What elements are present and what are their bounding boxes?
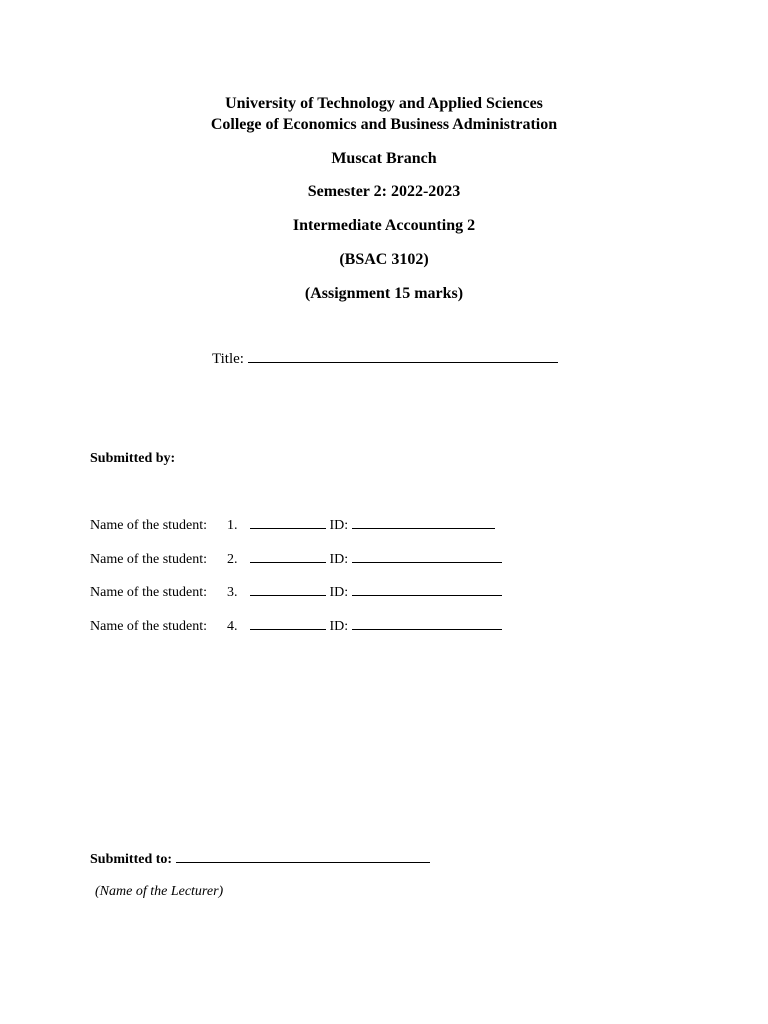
course-code: (BSAC 3102) — [339, 251, 429, 268]
branch-name: Muscat Branch — [331, 150, 437, 167]
submitted-by-heading: Submitted by: — [90, 451, 176, 466]
semester-label: Semester 2: 2022-2023 — [307, 183, 461, 200]
student-name-label: Name of the student: — [90, 619, 208, 634]
submitted-to-label: Submitted to: — [90, 852, 173, 867]
student-id-blank[interactable] — [352, 548, 502, 563]
title-blank[interactable] — [248, 348, 558, 363]
student-name-blank[interactable] — [250, 548, 326, 563]
student-id-blank[interactable] — [352, 615, 502, 630]
student-row — [90, 514, 495, 536]
student-number: 2. — [227, 552, 238, 567]
student-name-label: Name of the student: — [90, 518, 208, 533]
university-name: University of Technology and Applied Sciences — [225, 95, 543, 112]
student-name-label: Name of the student: — [90, 585, 208, 600]
college-name: College of Economics and Business Administration — [210, 116, 558, 133]
student-id-label: ID: — [329, 552, 349, 567]
student-name-blank[interactable] — [250, 514, 326, 529]
assignment-marks: (Assignment 15 marks) — [304, 285, 464, 302]
student-name-blank[interactable] — [250, 581, 326, 596]
student-id-blank[interactable] — [352, 581, 502, 596]
student-number: 3. — [227, 585, 238, 600]
student-number: 4. — [227, 619, 238, 634]
student-id-label: ID: — [329, 585, 349, 600]
submitted-to-field — [90, 848, 430, 870]
student-row — [90, 548, 502, 570]
student-id-label: ID: — [329, 619, 349, 634]
title-label: Title: — [212, 351, 244, 367]
student-name-blank[interactable] — [250, 615, 326, 630]
student-id-label: ID: — [329, 518, 349, 533]
lecturer-name-blank[interactable] — [176, 848, 430, 863]
lecturer-name-note: (Name of the Lecturer) — [95, 884, 224, 899]
student-row — [90, 615, 502, 637]
student-id-blank[interactable] — [352, 514, 495, 529]
student-name-label: Name of the student: — [90, 552, 208, 567]
title-field — [212, 348, 558, 369]
student-row — [90, 581, 502, 603]
student-number: 1. — [227, 518, 238, 533]
course-name: Intermediate Accounting 2 — [292, 217, 476, 234]
